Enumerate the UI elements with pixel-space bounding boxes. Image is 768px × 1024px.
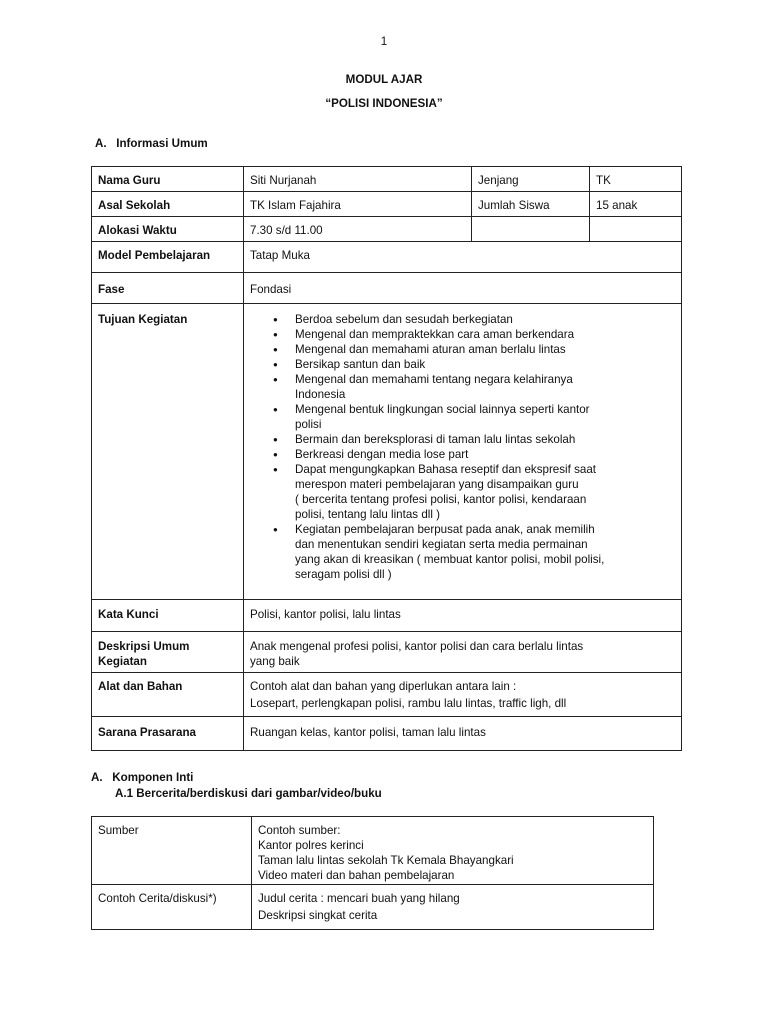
contoh-cerita-value xyxy=(252,885,654,930)
fase-label: Fase xyxy=(92,273,244,304)
tujuan-kegiatan-list xyxy=(250,312,675,582)
sumber-line: Taman lalu lintas sekolah Tk Kemala Bhayangkari xyxy=(258,854,514,867)
tujuan-item-line: ● Bermain dan bereksplorasi di taman lalu lintas sekolah xyxy=(295,433,576,446)
tujuan-item-line: ● Bersikap santun dan baik xyxy=(295,358,426,371)
nama-guru-label: Nama Guru xyxy=(92,167,244,192)
tujuan-item xyxy=(295,447,675,462)
tujuan-item-line: seragam polisi dll ) xyxy=(295,568,392,581)
document-subtitle: “POLISI INDONESIA” xyxy=(325,97,443,110)
tujuan-item-line: ● Kegiatan pembelajaran berpusat pada anak, anak memilih xyxy=(295,523,595,536)
informasi-umum-table xyxy=(91,166,682,751)
alokasi-waktu-value: 7.30 s/d 11.00 xyxy=(244,217,472,242)
tujuan-item-line: polisi, tentang lalu lintas dll ) xyxy=(295,508,441,521)
tujuan-item xyxy=(295,327,675,342)
alat-bahan-line-2: Losepart, perlengkapan polisi, rambu lalu lintas, traffic ligh, dll xyxy=(250,697,567,710)
model-pembelajaran-value: Tatap Muka xyxy=(244,242,682,273)
asal-sekolah-label: Asal Sekolah xyxy=(92,192,244,217)
section-heading-informasi-umum: A. Informasi Umum xyxy=(95,137,208,150)
deskripsi-umum-label xyxy=(92,632,244,673)
tujuan-item-line: ● Dapat mengungkapkan Bahasa reseptif dan ekspresif saat xyxy=(295,463,596,476)
alat-bahan-value xyxy=(244,673,682,717)
tujuan-item xyxy=(295,357,675,372)
jenjang-label: Jenjang xyxy=(472,167,590,192)
tujuan-item-line: polisi xyxy=(295,418,322,431)
tujuan-item xyxy=(295,312,675,327)
komponen-inti-table xyxy=(91,816,654,930)
sumber-line: Video materi dan bahan pembelajaran xyxy=(258,869,455,882)
tujuan-item xyxy=(295,432,675,447)
tujuan-item xyxy=(295,522,675,582)
jumlah-siswa-label: Jumlah Siswa xyxy=(472,192,590,217)
tujuan-item-line: ● Berkreasi dengan media lose part xyxy=(295,448,469,461)
deskripsi-value-line-1: Anak mengenal profesi polisi, kantor polisi dan cara berlalu lintas xyxy=(250,640,584,653)
alokasi-waktu-label: Alokasi Waktu xyxy=(92,217,244,242)
tujuan-item xyxy=(295,372,675,402)
tujuan-item-line: dan menentukan sendiri kegiatan serta media permainan xyxy=(295,538,588,551)
tujuan-item-line: ● Berdoa sebelum dan sesudah berkegiatan xyxy=(295,313,513,326)
kata-kunci-label: Kata Kunci xyxy=(92,600,244,632)
sarana-prasarana-label: Sarana Prasarana xyxy=(92,717,244,751)
sumber-line: Contoh sumber: xyxy=(258,824,341,837)
section-heading-komponen-inti: A. Komponen Inti xyxy=(91,771,194,784)
deskripsi-label-line-2: Kegiatan xyxy=(98,655,147,668)
tujuan-item-line: ● Mengenal dan mempraktekkan cara aman berkendara xyxy=(295,328,575,341)
sumber-value xyxy=(252,817,654,885)
tujuan-item-line: ● Mengenal dan memahami tentang negara kelahiranya xyxy=(295,373,573,386)
sumber-line: Kantor polres kerinci xyxy=(258,839,364,852)
tujuan-item-line: ( bercerita tentang profesi polisi, kantor polisi, kendaraan xyxy=(295,493,587,506)
alat-bahan-line-1: Contoh alat dan bahan yang diperlukan antara lain : xyxy=(250,680,517,693)
tujuan-item xyxy=(295,402,675,432)
deskripsi-value-line-2: yang baik xyxy=(250,655,300,668)
subsection-heading-bercerita: A.1 Bercerita/berdiskusi dari gambar/video/buku xyxy=(115,787,382,800)
sarana-prasarana-value: Ruangan kelas, kantor polisi, taman lalu lintas xyxy=(244,717,682,751)
model-pembelajaran-label: Model Pembelajaran xyxy=(92,242,244,273)
tujuan-item-line: Indonesia xyxy=(295,388,346,401)
tujuan-kegiatan-cell xyxy=(244,304,682,600)
document-title: MODUL AJAR xyxy=(345,73,423,86)
tujuan-item-line: ● Mengenal dan memahami aturan aman berlalu lintas xyxy=(295,343,566,356)
contoh-cerita-label: Contoh Cerita/diskusi*) xyxy=(92,885,252,930)
deskripsi-label-line-1: Deskripsi Umum xyxy=(98,640,190,653)
deskripsi-umum-value xyxy=(244,632,682,673)
tujuan-item xyxy=(295,462,675,522)
cerita-line-1: Judul cerita : mencari buah yang hilang xyxy=(258,892,460,905)
tujuan-item-line: merespon materi pembelajaran yang disampaikan guru xyxy=(295,478,579,491)
kata-kunci-value: Polisi, kantor polisi, lalu lintas xyxy=(244,600,682,632)
nama-guru-value: Siti Nurjanah xyxy=(244,167,472,192)
sumber-label: Sumber xyxy=(92,817,252,885)
jenjang-value: TK xyxy=(590,167,682,192)
tujuan-kegiatan-label: Tujuan Kegiatan xyxy=(92,304,244,600)
jumlah-siswa-value: 15 anak xyxy=(590,192,682,217)
tujuan-item-line: yang akan di kreasikan ( membuat kantor polisi, mobil polisi, xyxy=(295,553,605,566)
fase-value: Fondasi xyxy=(244,273,682,304)
cerita-line-2: Deskripsi singkat cerita xyxy=(258,909,378,922)
tujuan-item-line: ● Mengenal bentuk lingkungan social lainnya seperti kantor xyxy=(295,403,590,416)
asal-sekolah-value: TK Islam Fajahira xyxy=(244,192,472,217)
tujuan-item xyxy=(295,342,675,357)
alat-bahan-label: Alat dan Bahan xyxy=(92,673,244,717)
page-number: 1 xyxy=(380,35,388,48)
